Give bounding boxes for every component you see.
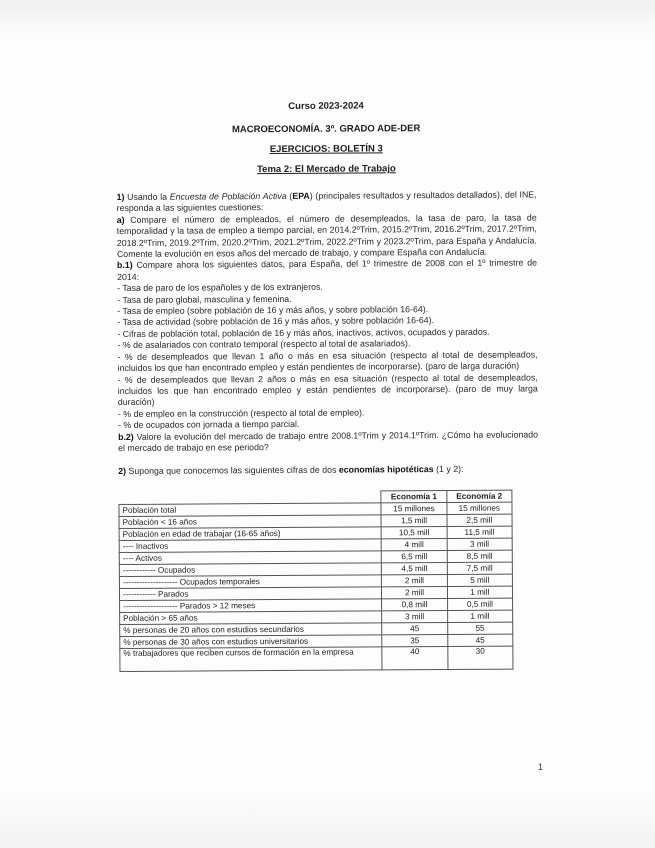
q1-b1-text: Compare ahora los siguientes datos, para España, del 1º trimestre de 2008 con el 1º trimestre de 2014: xyxy=(117,257,538,282)
row-label: -------------------- Parados > 12 meses xyxy=(120,599,382,613)
cell-value: 1 mill xyxy=(447,586,512,598)
topic-line: Tema 2: El Mercado de Trabajo xyxy=(257,163,396,176)
cell-value: 3 mill xyxy=(382,610,447,622)
column-header: Economía 1 xyxy=(381,490,446,502)
cell-value: 45 xyxy=(382,622,447,634)
q1-a-text: Compare el número de empleados, el número de desempleados, la tasa de paro, la tasa de temporalidad y la tasa de empleo a tiempo parcial, en 2014.2ºTrim, 2015.2ºTrim, 2016.2ºTrim, 2017.2ºTrim, 2018.2ºTrim, 2019.2ºTrim, 2020.2ºTrim, 2021.2ºTrim, 2022.2ºTrim y 2023.2ºTrim, para España y Andalucía. Comente la evolución en esos años del mercado de trabajo, y compare España con Andalucía. xyxy=(116,212,537,260)
scan-shadow-top xyxy=(0,0,655,40)
q2-intro xyxy=(118,464,538,478)
row-label: ------------ Ocupados xyxy=(119,563,381,577)
cell-value: 1 mill xyxy=(447,610,512,622)
cell-value: 7,5 mill xyxy=(447,562,512,574)
page-number: 1 xyxy=(538,762,544,772)
q2-text-b: (1 y 2): xyxy=(433,464,464,475)
row-label: ---- Activos xyxy=(119,551,381,565)
cell-value: 40 xyxy=(382,646,447,669)
row-label: -------------------- Ocupados temporales xyxy=(119,575,381,589)
row-label: Población < 16 años xyxy=(119,515,381,529)
exercises-line: EJERCICIOS: BOLETÍN 3 xyxy=(269,143,383,156)
cell-value: 35 xyxy=(382,634,447,646)
q1-survey-name: Encuesta de Población Activa xyxy=(169,190,287,202)
list-item: - % de empleo en la construcción (respecto al total de empleo). xyxy=(117,407,365,419)
cell-value: 8,5 mill xyxy=(447,550,512,562)
cell-value: 2 mill xyxy=(382,586,447,598)
list-item: - Tasa de paro de los españoles y de los extranjeros. xyxy=(117,281,323,294)
q1-intro xyxy=(117,189,537,214)
cell-value: 30 xyxy=(447,646,512,669)
document-content xyxy=(116,99,539,671)
row-label: % personas de 20 años con estudios secundarios xyxy=(120,623,382,637)
course-line: Curso 2023-2024 xyxy=(288,100,364,112)
cell-value: 3 mill xyxy=(447,538,512,550)
q2-text-a: Suponga que conocemos las siguientes cifras de dos xyxy=(126,464,339,477)
q1-b1-label: b.1) xyxy=(116,260,133,271)
q1-intro-a: Usando la xyxy=(124,191,170,202)
row-label: Población > 65 años xyxy=(120,611,382,625)
cell-value: 55 xyxy=(447,622,512,634)
q2-bold: economías hipotéticas xyxy=(338,464,434,475)
cell-value: 2 mill xyxy=(382,574,447,586)
row-label: Población en edad de trabajar (16-65 años) xyxy=(119,527,381,541)
cell-value: 15 millones xyxy=(381,502,446,514)
column-header: Economía 2 xyxy=(447,490,512,502)
cell-value: 4 mill xyxy=(382,538,447,550)
list-item: - % de asalariados con contrato temporal (respecto al total de asalariados). xyxy=(117,338,411,351)
row-label: ---- Inactivos xyxy=(119,539,381,553)
scan-shadow-bottom xyxy=(0,788,655,848)
cell-value: 4,5 mill xyxy=(382,562,447,574)
list-item: - Tasa de paro global, masculina y femenina. xyxy=(117,293,292,305)
cell-value: 1,5 mill xyxy=(381,514,446,526)
list-item: - Tasa de actividad (sobre población de 16 y más años, y sobre población 16-64). xyxy=(117,315,435,328)
q1-intro-c: ) (principales resultados y resultados detallados), del INE, responda a las siguientes cuestiones: xyxy=(116,189,537,214)
list-item: - Tasa de empleo (sobre población de 16 y más años, y sobre población 16-64). xyxy=(117,304,429,317)
list-item: - % de ocupados con jornada a tiempo parcial. xyxy=(117,419,300,431)
cell-value: 2,5 mill xyxy=(447,514,512,526)
table-row xyxy=(120,646,513,671)
q2-number: 2) xyxy=(118,466,127,477)
list-item: - % de desempleados que llevan 2 años o más en esa situación (respecto al total de desempleados, incluidos los que han encontrado empleo y están pendientes de incorporarse). (paro de muy larga duración) xyxy=(117,371,538,408)
q1-intro-b: ( xyxy=(286,190,293,201)
cell-value: 6,5 mill xyxy=(382,550,447,562)
exercise-body xyxy=(117,189,539,477)
q1-part-b2 xyxy=(118,429,538,454)
q1-number: 1) xyxy=(116,191,125,202)
q1-abbr: EPA xyxy=(292,190,310,201)
economies-table xyxy=(118,489,513,671)
row-label: % personas de 30 años con estudios universitarios xyxy=(120,635,382,649)
cell-value: 10,5 mill xyxy=(381,526,446,538)
row-label: ------------ Parados xyxy=(119,587,381,601)
cell-value: 15 millones xyxy=(447,502,512,514)
cell-value: 45 xyxy=(447,634,512,646)
row-label: Población total xyxy=(119,503,381,517)
q1-b2-label: b.2) xyxy=(118,431,134,442)
q1-part-a xyxy=(117,212,537,260)
q1-b2-text: Valore la evolución del mercado de trabajo entre 2008.1ºTrim y 2014.1ºTrim. ¿Cómo ha evolucionado el mercado de trabajo en ese periodo? xyxy=(118,428,539,453)
q1-part-b1 xyxy=(117,258,537,283)
list-item: - Cifras de población total, población de 16 y más años, inactivos, activos, ocupados y parados. xyxy=(117,326,490,339)
subject-line: MACROECONOMÍA. 3º. GRADO ADE-DER xyxy=(231,123,421,136)
row-label: % trabajadores que reciben cursos de formación en la empresa xyxy=(120,647,382,672)
cell-value: 5 mill xyxy=(447,574,512,586)
cell-value: 11,5 mill xyxy=(447,526,512,538)
cell-value: 0,5 mill xyxy=(447,598,512,610)
document-header xyxy=(116,99,536,176)
q1-a-label: a) xyxy=(116,214,125,225)
list-item: - % de desempleados que llevan 1 año o más en esa situación (respecto al total de desempleados, incluidos los que han encontrado empleo y están pendientes de incorporarse). (paro de larga duración) xyxy=(117,349,538,374)
cell-value: 0,8 mill xyxy=(382,598,447,610)
